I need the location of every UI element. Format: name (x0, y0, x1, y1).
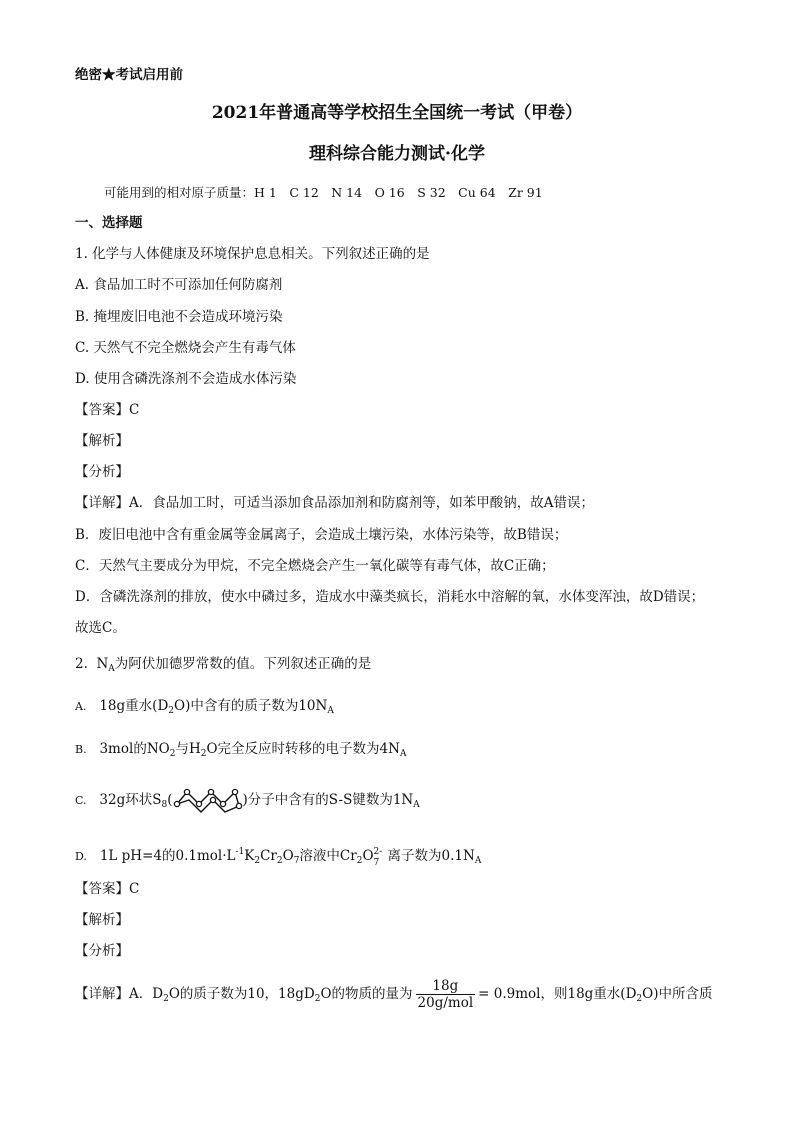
exam-title: 2021年普通高等学校招生全国统一考试（甲卷） (211, 103, 583, 123)
q2-option-d: D. 1L pH=4的$0.1mol\cdot L^{-1}K_2Cr_2O_7$溶液中$Cr_2O$ 2- 7 离子数为$0.1N_A$ (75, 847, 482, 868)
q1-option-a: A. 食品加工时不可添加任何防腐剂 (75, 277, 283, 293)
q1-fenxi-label: 【分析】 (75, 464, 129, 480)
atomic-mass-line: 可能用到的相对原子质量：H 1 C 12 N 14 O 16 S 32 Cu 64 Zr 91 (104, 185, 543, 200)
q2-detail-a: 【详解】A．$D_2O$的质子数为10，$18gD_2O$的物质的量为 $\frac{18g}{\text{20g/mol}}$ = 0.9mol，则18g重水$(D_2O)$中所含质 (75, 978, 713, 1011)
q1-answer (75, 401, 139, 419)
answer-label: 【答案】 (75, 402, 129, 418)
q2-answer: 【答案】C (75, 881, 140, 897)
q1-detail-b: B．废旧电池中含有重金属等金属离子，会造成土壤污染，水体污染等，故B错误； (75, 527, 568, 543)
q1-option-c: C. 天然气不完全燃烧会产生有毒气体 (75, 340, 296, 356)
section-heading: 一、选择题 (75, 215, 143, 231)
q1-option-b: B. 掩埋废旧电池不会造成环境污染 (75, 309, 283, 325)
mass-fraction: $\frac{18g}{\text{20g/mol}}$ (417, 978, 474, 1011)
q2-option-c: C. 32g环状$S_8$( )分子中含有的S-S键数为$1N_A$ (75, 783, 420, 822)
q1-detail-d: D．含磷洗涤剂的排放，使水中磷过多，造成水中藻类疯长，消耗水中溶解的氧，水体变浑浊，故D错误； (75, 589, 705, 605)
q1-detail-c: C．天然气主要成分为甲烷，不完全燃烧会产生一氧化碳等有毒气体，故C正确； (75, 558, 555, 574)
q2-stem: 2. $N_A$为阿伏加德罗常数的值。下列叙述正确的是 (75, 656, 372, 674)
confidential-label: 绝密★考试启用前 (75, 67, 183, 83)
q2-option-b: B. 3mol的$NO_2$与$H_2O$完全反应时转移的电子数为$4N_A$ (75, 741, 407, 759)
q1-option-d: D. 使用含磷洗涤剂不会造成水体污染 (75, 371, 297, 387)
q1-analysis-label: 【解析】 (75, 433, 129, 449)
exam-subtitle: 理科综合能力测试·化学 (309, 144, 485, 164)
answer-value: C (129, 402, 140, 418)
s8-ring-structure-icon (173, 786, 243, 816)
q1-stem: 1. 化学与人体健康及环境保护息息相关。下列叙述正确的是 (75, 246, 430, 262)
q1-detail-a: 【详解】A．食品加工时，可适当添加食品添加剂和防腐剂等，如苯甲酸钠，故A错误； (75, 495, 594, 511)
q1-conclusion: 故选C。 (75, 620, 126, 636)
q2-option-a: A. 18g重水$(D_2O)$中含有的质子数为$10N_A$ (75, 698, 334, 716)
q2-fenxi-label: 【分析】 (75, 943, 129, 959)
q2-analysis-label: 【解析】 (75, 912, 129, 928)
